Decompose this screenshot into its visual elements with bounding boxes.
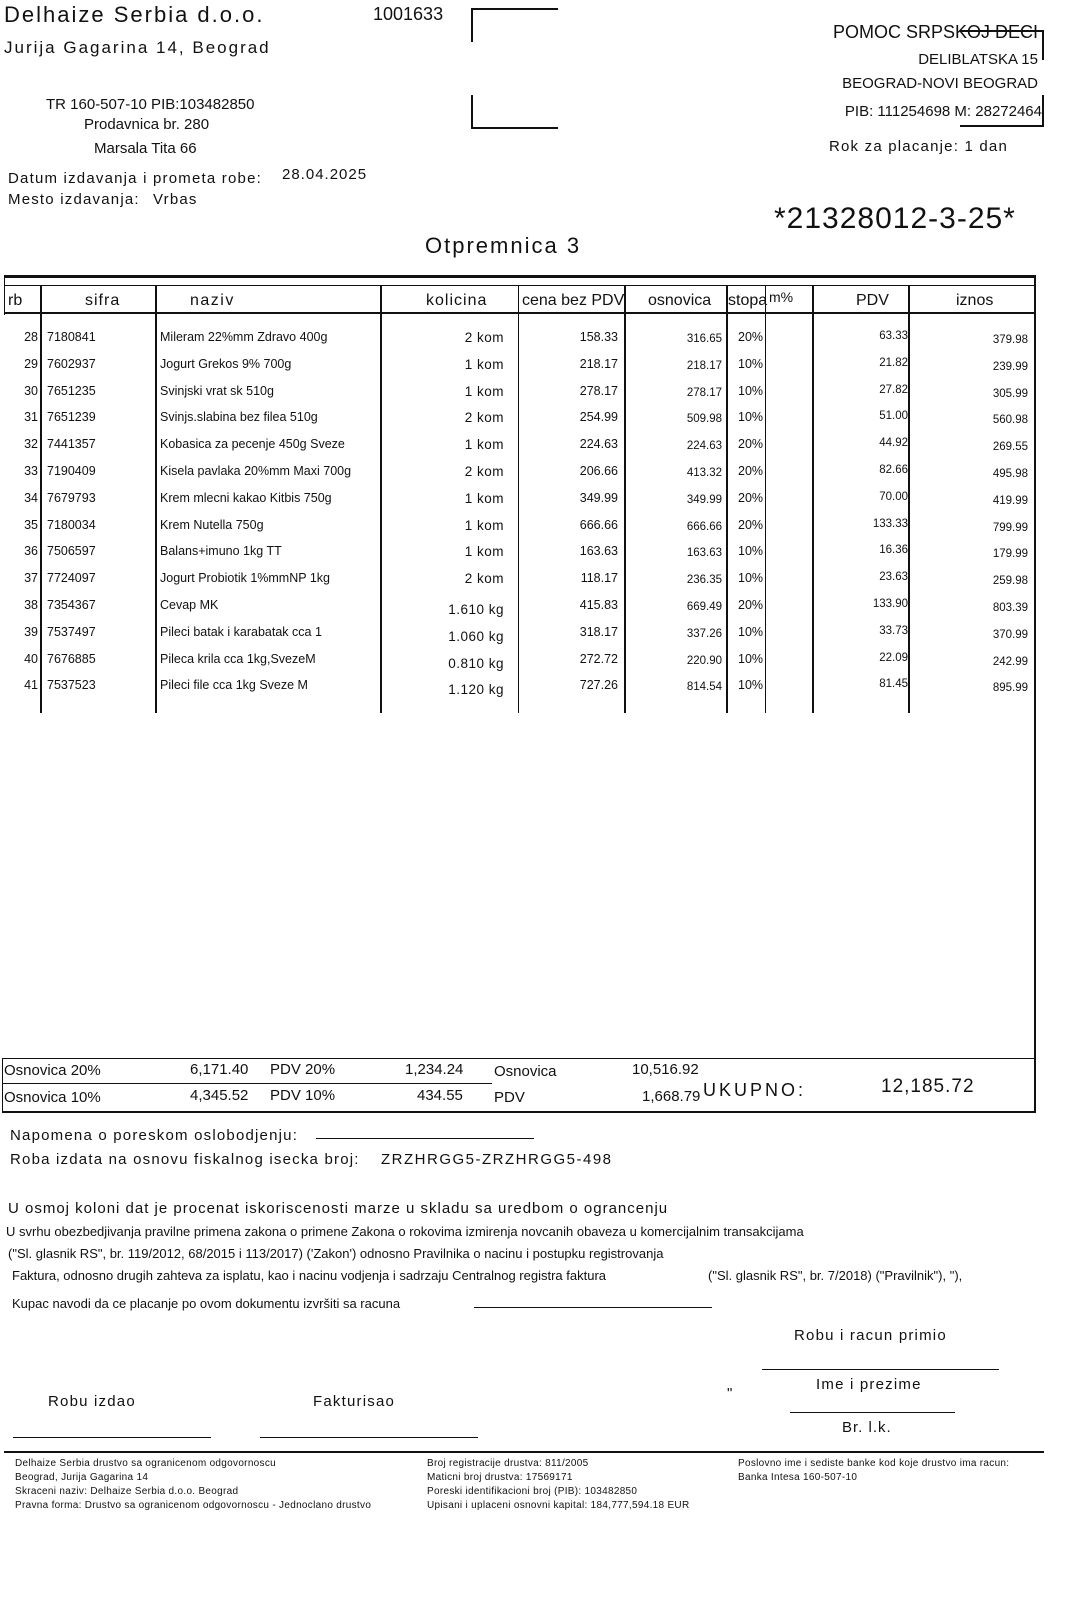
table-row [0,330,1060,357]
document-number: 1001633 [373,4,444,24]
header-row-bottom-line [4,312,1036,314]
cell-kolicina: 2 kom [464,571,504,587]
cell-naziv: Svinjs.slabina bez filea 510g [160,410,318,425]
cell-stopa: 20% [738,437,764,452]
footer-registry-1: Broj registracije drustva: 811/2005 [427,1458,589,1469]
table-row [0,598,1060,625]
cell-cena: 118.17 [580,571,618,586]
cell-stopa: 20% [738,464,764,478]
cell-sifra: 7537497 [47,624,96,639]
footer-company-1: Delhaize Serbia drustvo sa ogranicenom odgovornoscu [15,1458,276,1469]
totals-bottom-line [2,1111,1036,1113]
table-row [0,437,1060,464]
name-surname-line [790,1412,955,1413]
cell-rb: 36 [24,544,38,559]
cell-cena: 727.26 [579,678,618,693]
address-window-bottom-bracket [471,95,558,129]
fiscal-receipt-label: Roba izdata na osnovu fiskalnog isecka broj: [10,1151,360,1168]
cell-sifra: 7180841 [47,330,96,344]
cell-pdv: 51.00 [879,410,908,423]
cell-iznos: 495.98 [992,468,1028,480]
cell-iznos: 239.99 [992,360,1028,373]
table-row [0,410,1060,437]
address-window-top-bracket [471,8,558,42]
cell-iznos: 305.99 [992,387,1028,400]
cell-kolicina: 1 kom [464,490,504,506]
cell-cena: 318.17 [579,624,618,639]
cell-cena: 272.72 [579,651,618,666]
cell-stopa: 10% [738,544,764,559]
cell-cena: 415.83 [579,598,618,612]
cell-sifra: 7679793 [47,490,96,505]
total-base-label: Osnovica [494,1063,557,1080]
cell-kolicina: 1 kom [464,517,504,533]
cell-iznos: 242.99 [992,655,1028,668]
cell-naziv: Kisela pavlaka 20%mm Maxi 700g [160,464,352,478]
cell-osnovica: 814.54 [686,681,722,694]
cell-rb: 34 [24,490,38,505]
header-cena: cena bez PDV [522,292,625,309]
cell-rb: 37 [24,571,38,586]
base-10-label: Osnovica 10% [4,1089,101,1106]
cell-sifra: 7441357 [47,437,96,452]
header-osnovica: osnovica [648,292,712,309]
vat-20-label: PDV 20% [270,1061,336,1078]
total-vat-value: 1,668.79 [642,1088,701,1105]
cell-naziv: Svinjski vrat sk 510g [160,383,274,398]
cell-osnovica: 669.49 [686,601,722,613]
cell-cena: 158.33 [579,330,618,344]
header-rb: rb [8,292,23,309]
table-row [0,357,1060,384]
cell-stopa: 20% [738,330,764,344]
cell-stopa: 10% [738,678,764,693]
table-row [0,384,1060,411]
seller-address: Jurija Gagarina 14, Beograd [4,38,271,57]
cell-iznos: 895.99 [992,682,1028,695]
cell-naziv: Mileram 22%mm Zdravo 400g [160,330,328,344]
cell-pdv: 81.45 [879,678,908,691]
cell-stopa: 20% [738,598,764,612]
received-by-signature-line [762,1369,999,1370]
legal-note-line-4b: ("Sl. glasnik RS", br. 7/2018) ("Pravilnik"), "), [708,1268,963,1283]
cell-naziv: Jogurt Probiotik 1%mmNP 1kg [160,571,330,586]
table-row [0,625,1060,652]
cell-naziv: Krem Nutella 750g [160,517,264,532]
cell-osnovica: 349.99 [686,493,722,506]
cell-kolicina: 2 kom [464,330,504,345]
footer-registry-3: Poreski identifikacioni broj (PIB): 103482850 [427,1486,638,1497]
cell-kolicina: 1.060 kg [448,628,504,644]
cell-rb: 39 [24,624,38,639]
seller-name: Delhaize Serbia d.o.o. [4,2,265,27]
cell-kolicina: 1.610 kg [448,602,504,617]
cell-sifra: 7537523 [47,678,96,693]
cell-naziv: Balans+imuno 1kg TT [160,544,282,559]
cell-iznos: 803.39 [992,602,1028,614]
quote-mark: " [727,1385,733,1402]
total-base-value: 10,516.92 [632,1061,699,1078]
cell-pdv: 82.66 [879,464,908,476]
cell-rb: 32 [24,437,38,452]
cell-osnovica: 509.98 [686,413,722,426]
cell-kolicina: 1 kom [464,356,504,372]
vat-20-value: 1,234.24 [405,1061,464,1078]
vat-10-label: PDV 10% [270,1087,336,1104]
table-row [0,678,1060,705]
cell-kolicina: 1 kom [464,383,504,399]
cell-pdv: 27.82 [879,383,908,396]
cell-iznos: 269.55 [992,441,1028,454]
buyer-name: POMOC SRPSKOJ DECI [832,22,1038,42]
cell-osnovica: 278.17 [686,386,722,399]
issue-date-value: 28.04.2025 [282,166,368,183]
header-naziv: naziv [190,292,235,309]
header-marza: m% [769,289,794,305]
header-stopa: stopa [728,292,768,309]
total-vat-label: PDV [494,1089,525,1106]
cell-kolicina: 0.810 kg [448,655,504,671]
issue-place-value: Vrbas [153,191,198,208]
cell-naziv: Cevap MK [160,598,219,612]
cell-sifra: 7602937 [47,356,96,371]
cell-kolicina: 1 kom [464,544,504,560]
vat-10-value: 434.55 [417,1087,463,1104]
tax-exemption-note-line [316,1138,534,1139]
store-number: Prodavnica br. 280 [84,116,210,133]
cell-pdv: 133.33 [872,517,908,530]
grand-total-label: UKUPNO: [703,1080,807,1100]
cell-sifra: 7354367 [47,598,96,612]
store-address: Marsala Tita 66 [94,140,197,157]
cell-stopa: 10% [738,624,764,639]
cell-pdv: 33.73 [879,624,908,637]
footer-company-3: Skraceni naziv: Delhaize Serbia d.o.o. Beograd [15,1486,239,1497]
legal-note-line-3: ("Sl. glasnik RS", br. 119/2012, 68/2015 i 113/2017) ('Zakon') odnosno Pravilnika o nacinu i postupku registrovanja [8,1246,664,1261]
header-pdv: PDV [856,292,889,309]
footer-registry-2: Maticni broj drustva: 17569171 [427,1472,573,1483]
table-row [0,652,1060,679]
cell-cena: 254.99 [579,410,618,425]
cell-pdv: 133.90 [872,598,908,610]
cell-cena: 206.66 [579,464,618,478]
invoiced-by-signature-line [260,1437,478,1438]
cell-rb: 40 [24,651,38,666]
table-top-border [4,275,1036,278]
barcode-text: *21328012-3-25* [774,202,1016,235]
base-10-value: 4,345.52 [190,1087,249,1104]
cell-pdv: 63.33 [879,330,908,342]
cell-rb: 31 [24,410,38,425]
cell-kolicina: 2 kom [464,464,504,479]
table-left-border [4,275,5,315]
totals-middle-line [2,1083,492,1084]
cell-sifra: 7506597 [47,544,96,559]
header-iznos: iznos [956,292,994,309]
legal-note-line-2: U svrhu obezbedjivanja pravilne primena zakona o primene Zakona o rokovima izmirenja novcanih obaveza u komercijalnim transakcijama [6,1224,804,1239]
cell-osnovica: 666.66 [686,520,722,533]
cell-iznos: 179.99 [992,548,1028,561]
cell-cena: 278.17 [579,383,618,398]
cell-naziv: Krem mlecni kakao Kitbis 750g [160,490,332,505]
fiscal-receipt-number: ZRZHRGG5-ZRZHRGG5-498 [381,1151,613,1168]
legal-note-line-4a: Faktura, odnosno drugih zahteva za isplatu, kao i nacinu vodjenja i sadrzaju Centralnog registra faktura [12,1268,607,1283]
cell-pdv: 21.82 [879,356,908,369]
cell-cena: 163.63 [579,544,618,559]
cell-osnovica: 220.90 [686,654,722,667]
cell-stopa: 10% [738,571,764,586]
cell-rb: 29 [24,356,38,371]
footer-company-2: Beograd, Jurija Gagarina 14 [15,1472,149,1483]
footer-bank-1: Poslovno ime i sediste banke kod koje drustvo ima racun: [738,1458,1010,1469]
table-row [0,518,1060,545]
cell-naziv: Pileci batak i karabatak cca 1 [160,624,322,639]
header-kolicina: kolicina [426,292,488,309]
header-sifra: sifra [85,292,121,309]
cell-rb: 30 [24,383,38,398]
cell-iznos: 799.99 [992,521,1028,534]
id-number-label: Br. l.k. [842,1419,892,1436]
footer-registry-4: Upisani i uplaceni osnovni kapital: 184,777,594.18 EUR [427,1500,690,1511]
table-row [0,544,1060,571]
table-row [0,491,1060,518]
issued-by-signature-line [13,1437,211,1438]
cell-iznos: 419.99 [992,494,1028,507]
cell-rb: 33 [24,464,38,478]
cell-sifra: 7180034 [47,517,96,532]
cell-kolicina: 1 kom [464,437,504,453]
cell-cena: 349.99 [579,490,618,505]
cell-sifra: 7724097 [47,571,96,586]
totals-left-border [2,1058,3,1112]
cell-stopa: 10% [738,651,764,666]
buyer-city: BEOGRAD-NOVI BEOGRAD [842,75,1038,92]
cell-sifra: 7676885 [47,651,96,666]
cell-stopa: 10% [738,410,764,425]
invoiced-by-label: Fakturisao [313,1393,396,1410]
cell-sifra: 7190409 [47,464,96,478]
cell-sifra: 7651235 [47,383,96,398]
issue-place-label: Mesto izdavanja: [8,191,140,208]
cell-stopa: 10% [738,383,764,398]
header-row-top-line [4,285,1036,286]
tax-exemption-note-label: Napomena o poreskom oslobodjenju: [10,1127,299,1144]
footer-company-4: Pravna forma: Drustvo sa ogranicenom odgovornoscu - Jednoclano drustvo [15,1500,372,1511]
issue-date-label: Datum izdavanja i prometa robe: [8,170,262,187]
table-row [0,464,1060,491]
cell-osnovica: 413.32 [686,467,722,479]
cell-pdv: 16.36 [879,544,908,557]
cell-rb: 41 [24,678,38,693]
cell-rb: 28 [24,330,38,344]
cell-iznos: 560.98 [992,414,1028,427]
cell-osnovica: 218.17 [686,359,722,372]
cell-pdv: 70.00 [879,490,908,503]
cell-pdv: 22.09 [879,651,908,664]
buyer-street: DELIBLATSKA 15 [918,51,1038,68]
cell-rb: 38 [24,598,38,612]
cell-osnovica: 337.26 [686,627,722,640]
cell-stopa: 10% [738,356,764,371]
grand-total-value: 12,185.72 [881,1076,975,1097]
cell-kolicina: 1.120 kg [448,682,504,698]
cell-osnovica: 224.63 [686,440,722,453]
cell-rb: 35 [24,517,38,532]
margin-note: U osmoj koloni dat je procenat iskoriscenosti marze u skladu sa uredbom o ograncenju [8,1200,669,1217]
base-20-label: Osnovica 20% [4,1062,101,1079]
name-surname-label: Ime i prezime [816,1376,922,1393]
issued-by-label: Robu izdao [48,1393,136,1410]
cell-naziv: Jogurt Grekos 9% 700g [160,356,292,371]
cell-cena: 666.66 [579,517,618,532]
document-title: Otpremnica 3 [425,233,582,258]
base-20-value: 6,171.40 [190,1061,249,1078]
cell-cena: 218.17 [579,356,618,371]
payment-account-note: Kupac navodi da ce placanje po ovom dokumentu izvršiti sa racuna [12,1296,401,1311]
cell-pdv: 23.63 [879,571,908,584]
received-by-label: Robu i racun primio [794,1327,947,1344]
cell-osnovica: 163.63 [686,547,722,560]
seller-tr-pib: TR 160-507-10 PIB:103482850 [46,96,255,113]
cell-kolicina: 2 kom [464,410,504,426]
totals-top-line [2,1058,1036,1059]
footer-top-line [4,1451,1044,1453]
payment-account-line [474,1307,712,1308]
cell-iznos: 379.98 [992,334,1028,346]
cell-stopa: 20% [738,517,764,532]
footer-bank-2: Banka Intesa 160-507-10 [738,1472,858,1483]
buyer-pib: PIB: 111254698 M: 28272464 [844,103,1042,120]
cell-cena: 224.63 [579,437,618,452]
table-row [0,571,1060,598]
cell-pdv: 44.92 [879,437,908,450]
cell-iznos: 370.99 [992,628,1028,641]
payment-term: Rok za placanje: 1 dan [828,138,1008,155]
cell-sifra: 7651239 [47,410,96,425]
cell-naziv: Kobasica za pecenje 450g Sveze [160,437,345,452]
cell-iznos: 259.98 [992,575,1028,588]
cell-naziv: Pileca krila cca 1kg,SvezeM [160,651,316,666]
cell-naziv: Pileci file cca 1kg Sveze M [160,678,308,693]
cell-stopa: 20% [738,490,764,505]
cell-osnovica: 236.35 [686,574,722,587]
cell-osnovica: 316.65 [686,333,722,345]
